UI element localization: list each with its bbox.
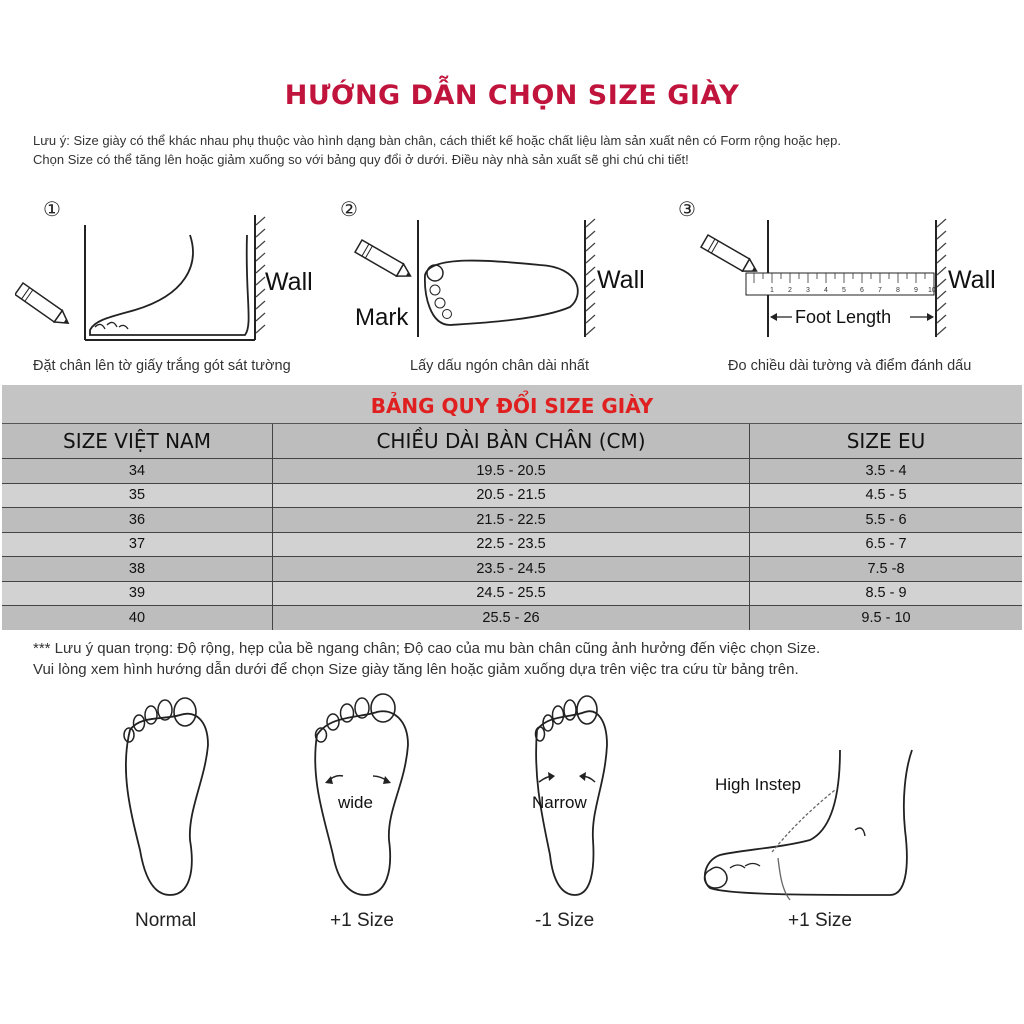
ruler-tick-10: 10 bbox=[928, 287, 936, 294]
high-instep-figure bbox=[690, 690, 930, 910]
table-row bbox=[2, 508, 1022, 533]
ruler-tick-4: 4 bbox=[824, 287, 828, 294]
cell-size-vn: 40 bbox=[2, 606, 273, 630]
table-header-row bbox=[2, 424, 1022, 459]
table-row bbox=[2, 533, 1022, 558]
wide-label: wide bbox=[338, 793, 373, 812]
high-instep-label: High Instep bbox=[715, 775, 801, 794]
step-3-foot-length-label: Foot Length bbox=[795, 307, 892, 327]
cell-foot-length: 24.5 - 25.5 bbox=[273, 582, 750, 606]
wide-foot-illustration bbox=[305, 690, 415, 910]
cell-foot-length: 21.5 - 22.5 bbox=[273, 508, 750, 532]
table-row bbox=[2, 557, 1022, 582]
step-2-illustration bbox=[340, 195, 670, 355]
normal-foot-illustration bbox=[110, 690, 220, 910]
narrow-foot-figure bbox=[515, 690, 625, 910]
cell-size-eu: 5.5 - 6 bbox=[865, 511, 907, 528]
step-2-figure bbox=[340, 195, 670, 355]
high-instep-caption: +1 Size bbox=[788, 910, 852, 931]
step-3-wall-label: Wall bbox=[948, 266, 996, 294]
cell-size-eu: 7.5 -8 bbox=[867, 560, 905, 577]
cell-foot-length: 19.5 - 20.5 bbox=[273, 459, 750, 483]
narrow-label: Narrow bbox=[532, 793, 587, 812]
cell-size-vn: 35 bbox=[2, 484, 273, 508]
wide-foot-figure bbox=[305, 690, 415, 910]
table-row bbox=[2, 582, 1022, 607]
step-3-illustration bbox=[678, 195, 1018, 355]
cell-size-vn: 39 bbox=[2, 582, 273, 606]
step-3-number: ③ bbox=[678, 199, 696, 221]
table-row bbox=[2, 484, 1022, 509]
cell-size-eu: 3.5 - 4 bbox=[865, 462, 907, 479]
wide-caption: +1 Size bbox=[330, 910, 394, 931]
warning-line-2: Vui lòng xem hình hướng dẫn dưới để chọn Size giày tăng lên hoặc giảm xuống dựa trên việc tra cứu từ bảng trên. bbox=[33, 661, 799, 678]
ruler-tick-5: 5 bbox=[842, 287, 846, 294]
ruler-tick-6: 6 bbox=[860, 287, 864, 294]
normal-caption: Normal bbox=[135, 910, 197, 931]
header-size-vn: SIZE VIỆT NAM bbox=[2, 424, 273, 458]
step-2-number: ② bbox=[340, 199, 358, 221]
cell-size-vn: 37 bbox=[2, 533, 273, 557]
note-line-2: Chọn Size có thể tăng lên hoặc giảm xuống so với bảng quy đổi ở dưới. Điều này nhà sản xuất sẽ ghi chú chi tiết! bbox=[33, 152, 689, 167]
step-2-caption: Lấy dấu ngón chân dài nhất bbox=[410, 358, 589, 374]
step-2-wall-label: Wall bbox=[597, 266, 645, 294]
page-title: HƯỚNG DẪN CHỌN SIZE GIÀY bbox=[284, 80, 740, 111]
cell-size-eu: 8.5 - 9 bbox=[865, 585, 907, 602]
step-3-caption: Đo chiều dài tường và điểm đánh dấu bbox=[728, 358, 972, 374]
high-instep-illustration bbox=[690, 690, 930, 910]
ruler-tick-8: 8 bbox=[896, 287, 900, 294]
header-size-eu: SIZE EU bbox=[846, 429, 926, 453]
step-1-figure bbox=[15, 195, 335, 355]
ruler-tick-3: 3 bbox=[806, 287, 810, 294]
header-foot-length: CHIỀU DÀI BÀN CHÂN (CM) bbox=[273, 424, 750, 458]
step-2-mark-label: Mark bbox=[355, 304, 409, 331]
size-conversion-table bbox=[2, 385, 1022, 630]
cell-foot-length: 23.5 - 24.5 bbox=[273, 557, 750, 581]
warning-line-1: *** Lưu ý quan trọng: Độ rộng, hẹp của bề ngang chân; Độ cao của mu bàn chân cũng ảnh hưởng đến việc chọn Size. bbox=[33, 640, 821, 657]
step-1-number: ① bbox=[43, 199, 61, 221]
step-1-illustration bbox=[15, 195, 335, 355]
cell-size-vn: 36 bbox=[2, 508, 273, 532]
narrow-foot-illustration bbox=[515, 690, 625, 910]
cell-size-eu: 9.5 - 10 bbox=[861, 609, 911, 626]
ruler-tick-7: 7 bbox=[878, 287, 882, 294]
cell-size-vn: 34 bbox=[2, 459, 273, 483]
note-line-1: Lưu ý: Size giày có thể khác nhau phụ thuộc vào hình dạng bàn chân, cách thiết kế hoặc chất liệu làm sản xuất nên có Form rộng hoặc hẹp. bbox=[33, 133, 841, 148]
table-title: BẢNG QUY ĐỔI SIZE GIÀY bbox=[2, 385, 1022, 424]
normal-foot-figure bbox=[110, 690, 220, 910]
table-row bbox=[2, 459, 1022, 484]
cell-size-vn: 38 bbox=[2, 557, 273, 581]
cell-foot-length: 20.5 - 21.5 bbox=[273, 484, 750, 508]
step-1-wall-label: Wall bbox=[265, 268, 313, 296]
ruler-tick-1: 1 bbox=[770, 287, 774, 294]
cell-size-eu: 6.5 - 7 bbox=[865, 536, 907, 553]
step-3-figure bbox=[678, 195, 1018, 355]
step-1-caption: Đặt chân lên tờ giấy trắng gót sát tường bbox=[33, 358, 291, 374]
cell-size-eu: 4.5 - 5 bbox=[865, 487, 907, 504]
cell-foot-length: 25.5 - 26 bbox=[273, 606, 750, 630]
table-row bbox=[2, 606, 1022, 630]
ruler-tick-2: 2 bbox=[788, 287, 792, 294]
cell-foot-length: 22.5 - 23.5 bbox=[273, 533, 750, 557]
ruler-tick-9: 9 bbox=[914, 287, 918, 294]
narrow-caption: -1 Size bbox=[535, 910, 595, 931]
